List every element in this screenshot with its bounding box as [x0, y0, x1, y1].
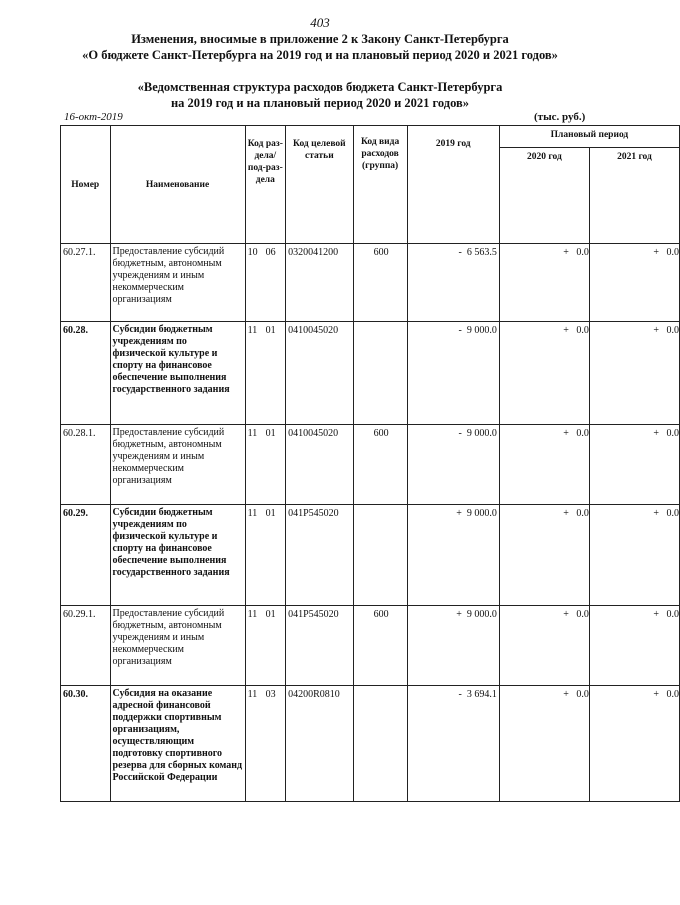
header-2021: 2021 год — [589, 148, 679, 244]
row-section — [245, 606, 286, 686]
header-2019: 2019 год — [407, 126, 499, 244]
row-target: 041P545020 — [286, 505, 354, 606]
row-section-code: 11 — [247, 689, 258, 700]
row-2019: - 3 694.1 — [407, 686, 499, 802]
table-row — [61, 244, 680, 322]
row-2021: + 0.0 — [589, 505, 679, 606]
subtitle-line-2: на 2019 год и на плановый период 2020 и 2021 годов» — [170, 96, 470, 110]
table-body — [61, 244, 680, 802]
row-2020: + 0.0 — [499, 505, 589, 606]
document-date: 16-окт-2019 — [64, 111, 123, 123]
row-name: Предоставление субсидий бюджетным, автономным учреждениям и иным некоммерческим организациям — [110, 606, 245, 686]
row-expense-type — [353, 322, 407, 425]
row-name: Предоставление субсидий бюджетным, автономным учреждениям и иным некоммерческим организациям — [110, 425, 245, 505]
row-expense-type — [353, 505, 407, 606]
row-target: 04200R0810 — [286, 686, 354, 802]
subtitle-line-1: «Ведомственная структура расходов бюджета Санкт-Петербурга — [137, 80, 503, 94]
row-2021: + 0.0 — [589, 322, 679, 425]
row-2021: + 0.0 — [589, 425, 679, 505]
row-2021: + 0.0 — [589, 686, 679, 802]
row-number: 60.30. — [61, 686, 111, 802]
row-number: 60.27.1. — [61, 244, 111, 322]
title-line-2: «О бюджете Санкт-Петербурга на 2019 год и на плановый период 2020 и 2021 годов» — [82, 48, 558, 62]
header-section: Код раз-дела/ под-раз-дела — [245, 126, 286, 244]
row-2019: - 9 000.0 — [407, 425, 499, 505]
row-section — [245, 425, 286, 505]
row-section-code: 11 — [247, 508, 258, 519]
table-row — [61, 505, 680, 606]
header-name: Наименование — [110, 126, 245, 244]
row-target: 0320041200 — [286, 244, 354, 322]
page-number: 403 — [310, 15, 330, 30]
header-target: Код целевой статьи — [286, 126, 354, 244]
row-section — [245, 322, 286, 425]
header-number: Номер — [61, 126, 111, 244]
row-number: 60.28.1. — [61, 425, 111, 505]
title-line-1: Изменения, вносимые в приложение 2 к Закону Санкт-Петербурга — [131, 32, 509, 46]
row-expense-type — [353, 686, 407, 802]
row-name: Субсидии бюджетным учреждениям по физической культуре и спорту на финансовое обеспечение выполнения государственного задания — [110, 505, 245, 606]
row-subsection-code: 01 — [265, 325, 276, 336]
row-section-code: 10 — [247, 247, 258, 258]
row-2020: + 0.0 — [499, 322, 589, 425]
row-2019: - 9 000.0 — [407, 322, 499, 425]
row-name: Предоставление субсидий бюджетным, автономным учреждениям и иным некоммерческим организациям — [110, 244, 245, 322]
row-2020: + 0.0 — [499, 686, 589, 802]
row-expense-type: 600 — [353, 425, 407, 505]
row-subsection-code: 03 — [265, 689, 276, 700]
expenses-table — [60, 125, 680, 802]
row-name: Субсидии бюджетным учреждениям по физической культуре и спорту на финансовое обеспечение выполнения государственного задания — [110, 322, 245, 425]
document-title — [20, 31, 620, 63]
row-target: 041P545020 — [286, 606, 354, 686]
row-section-code: 11 — [247, 325, 258, 336]
table-row — [61, 425, 680, 505]
row-section — [245, 505, 286, 606]
row-section-code: 11 — [247, 609, 258, 620]
row-2019: + 9 000.0 — [407, 505, 499, 606]
row-subsection-code: 01 — [265, 508, 276, 519]
row-2020: + 0.0 — [499, 244, 589, 322]
header-planned-period: Плановый период — [499, 126, 679, 148]
header-expense-type: Код вида расходов (группа) — [353, 126, 407, 244]
row-name: Субсидия на оказание адресной финансовой поддержки спортивным организациям, осуществляющим подготовку спортивного резерва для сборных команд Российской Федерации — [110, 686, 245, 802]
row-2020: + 0.0 — [499, 606, 589, 686]
row-section — [245, 686, 286, 802]
row-subsection-code: 01 — [265, 609, 276, 620]
row-subsection-code: 06 — [265, 247, 276, 258]
row-2019: + 9 000.0 — [407, 606, 499, 686]
table-row — [61, 686, 680, 802]
row-2019: - 6 563.5 — [407, 244, 499, 322]
row-2020: + 0.0 — [499, 425, 589, 505]
table-row — [61, 322, 680, 425]
row-number: 60.29. — [61, 505, 111, 606]
row-section — [245, 244, 286, 322]
row-2021: + 0.0 — [589, 606, 679, 686]
row-expense-type: 600 — [353, 606, 407, 686]
row-number: 60.29.1. — [61, 606, 111, 686]
row-section-code: 11 — [247, 428, 258, 439]
row-2021: + 0.0 — [589, 244, 679, 322]
table-title — [20, 79, 620, 111]
row-target: 0410045020 — [286, 425, 354, 505]
row-number: 60.28. — [61, 322, 111, 425]
row-subsection-code: 01 — [265, 428, 276, 439]
row-target: 0410045020 — [286, 322, 354, 425]
row-expense-type: 600 — [353, 244, 407, 322]
table-row — [61, 606, 680, 686]
units-label: (тыс. руб.) — [534, 111, 586, 123]
header-2020: 2020 год — [499, 148, 589, 244]
